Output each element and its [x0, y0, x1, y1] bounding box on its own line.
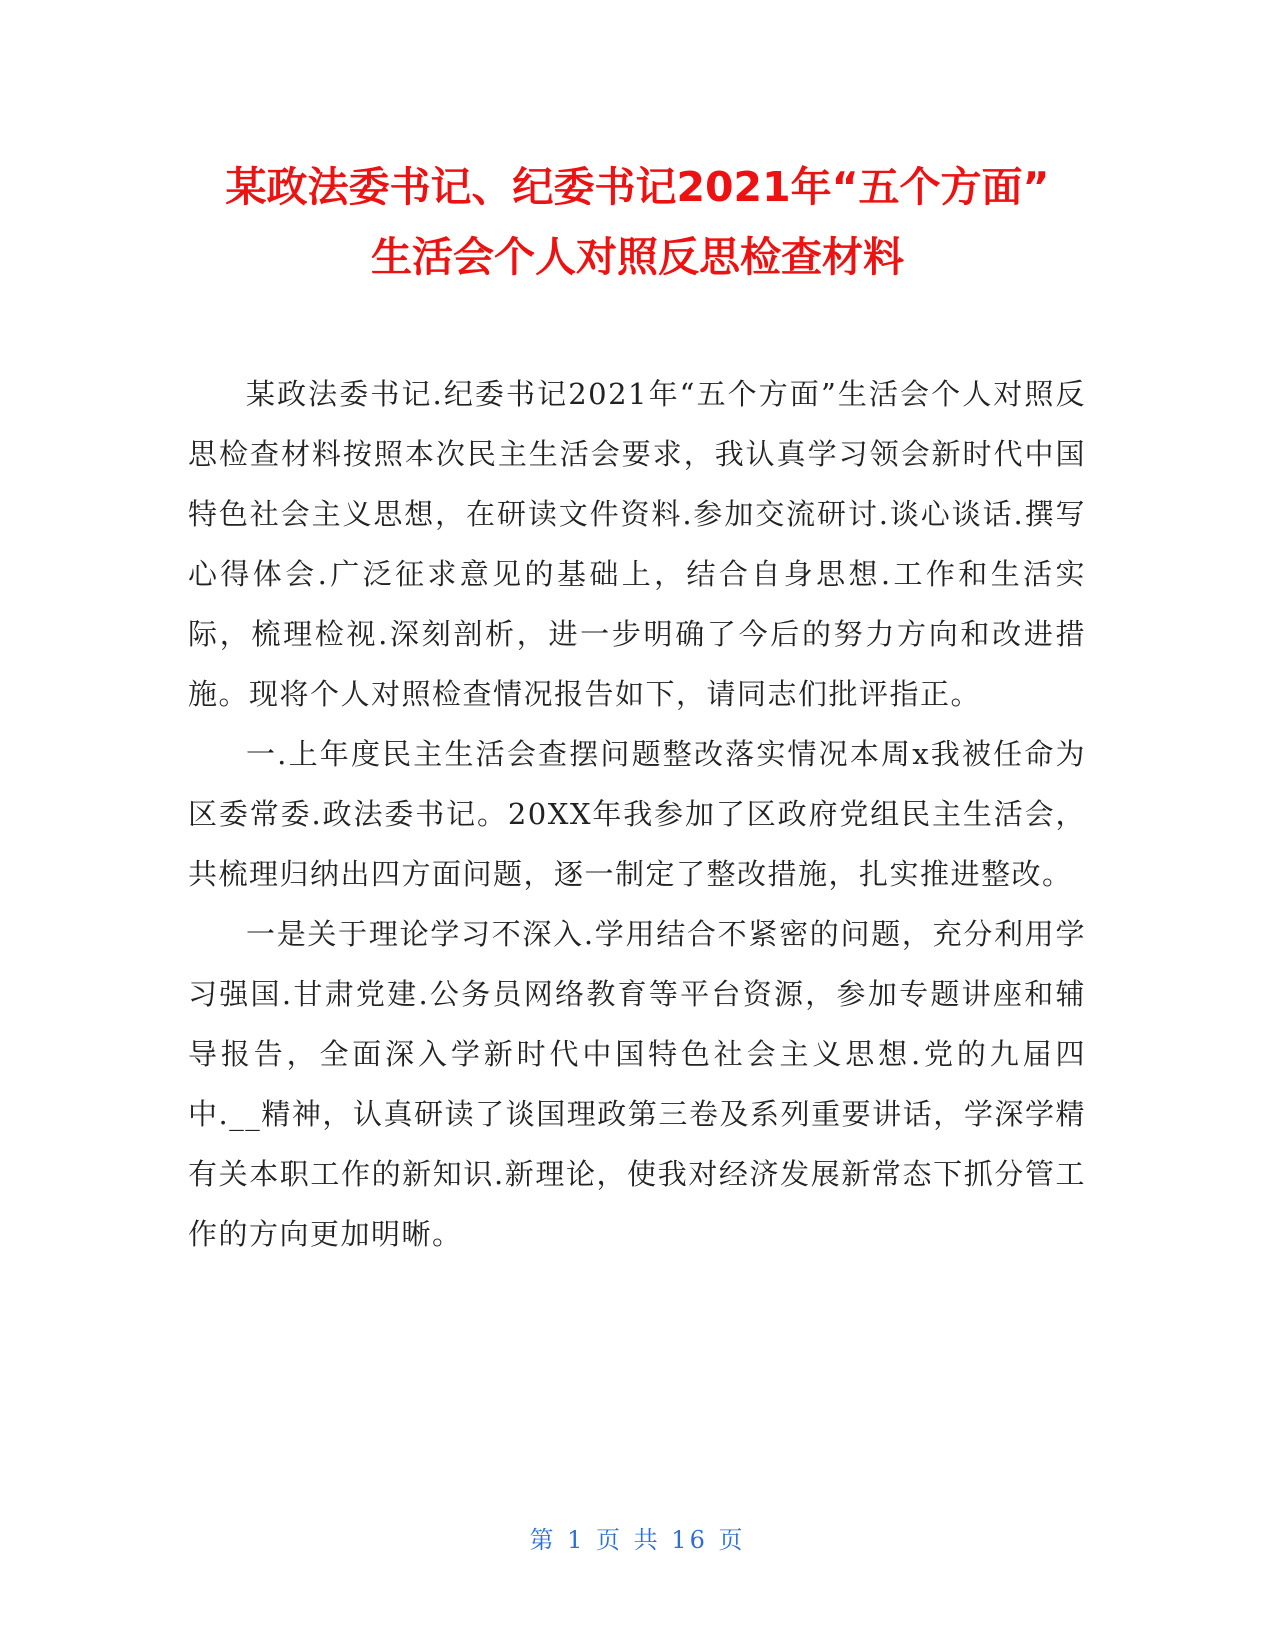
- document-body: [188, 364, 1086, 1264]
- title-line-2: 生活会个人对照反思检查材料: [371, 233, 904, 281]
- paragraph-point-one: 一是关于理论学习不深入.学用结合不紧密的问题，充分利用学习强国.甘肃党建.公务员网络教育等平台资源，参加专题讲座和辅导报告，全面深入学新时代中国特色社会主义思想.党的九届四中.__精神，认真研读了谈国理政第三卷及系列重要讲话，学深学精有关本职工作的新知识.新理论，使我对经济发展新常态下抓分管工作的方向更加明晰。: [188, 917, 1086, 1251]
- paragraph-intro: 某政法委书记.纪委书记2021年“五个方面”生活会个人对照反思检查材料按照本次民主生活会要求，我认真学习领会新时代中国特色社会主义思想，在研读文件资料.参加交流研讨.谈心谈话.撰写心得体会.广泛征求意见的基础上，结合自身思想.工作和生活实际，梳理检视.深刻剖析，进一步明确了今后的努力方向和改进措施。现将个人对照检查情况报告如下，请同志们批评指正。: [188, 377, 1086, 711]
- document-title: [150, 152, 1125, 292]
- paragraph-section-one: 一.上年度民主生活会查摆问题整改落实情况本周x我被任命为区委常委.政法委书记。20XX年我参加了区政府党组民主生活会，共梳理归纳出四方面问题，逐一制定了整改措施，扎实推进整改。: [188, 737, 1086, 891]
- title-line-1: 某政法委书记、纪委书记2021年“五个方面”: [225, 163, 1050, 211]
- page-number-footer: 第 1 页 共 16 页: [529, 1526, 746, 1554]
